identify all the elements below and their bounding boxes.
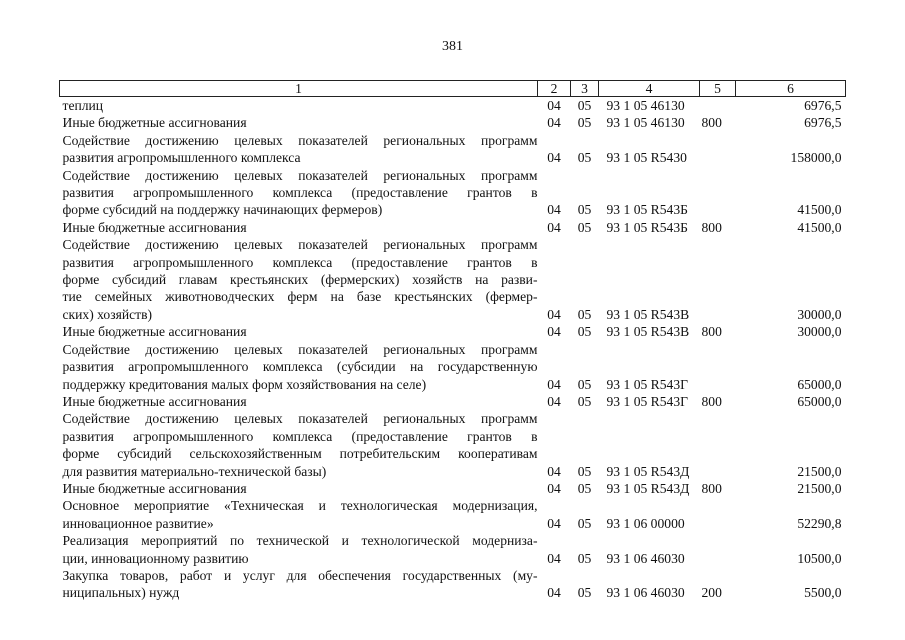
row-target-code: 93 1 06 00000 xyxy=(606,515,685,531)
row-amount: 30000,0 xyxy=(797,324,842,340)
row-section: 04 xyxy=(547,515,561,531)
table-row xyxy=(60,393,846,410)
row-description xyxy=(60,532,538,567)
row-amount: 158000,0 xyxy=(790,150,842,166)
row-subsection: 05 xyxy=(577,150,592,166)
row-description-line: Закупка товаров, работ и услуг для обеспечения государственных (му- xyxy=(62,567,538,583)
row-description-line: ции, инновационному развитию xyxy=(62,550,249,566)
row-amount: 10500,0 xyxy=(797,550,842,566)
row-subsection: 05 xyxy=(577,480,592,496)
row-subsection: 05 xyxy=(577,515,592,531)
row-description-line: Иные бюджетные ассигнования xyxy=(62,115,247,131)
row-expense-type xyxy=(700,410,736,480)
row-target-code: 93 1 05 R543Г xyxy=(606,393,688,409)
row-description-line: развития агропромышленного комплекса (предоставление грантов в xyxy=(62,185,538,201)
row-description-line: Иные бюджетные ассигнования xyxy=(62,219,247,235)
row-section: 04 xyxy=(547,393,561,409)
row-expense-type xyxy=(700,97,736,115)
row-expense-type: 200 xyxy=(701,585,722,601)
row-subsection: 05 xyxy=(577,376,592,392)
row-description-line: инновационное развитие» xyxy=(62,515,214,531)
row-expense-type xyxy=(700,532,736,567)
row-section: 04 xyxy=(547,306,561,322)
row-description-line: Содействие достижению целевых показателей региональных программ xyxy=(62,411,538,427)
row-description-line: развития агропромышленного комплекса xyxy=(62,150,301,166)
row-section: 04 xyxy=(547,463,561,479)
row-description xyxy=(60,236,538,323)
row-expense-type: 800 xyxy=(701,115,722,131)
row-amount: 41500,0 xyxy=(797,202,842,218)
row-expense-type xyxy=(700,167,736,219)
row-section: 04 xyxy=(547,550,561,566)
row-description-line: поддержку кредитования малых форм хозяйствования на селе) xyxy=(62,376,427,392)
column-header-amount: 6 xyxy=(736,81,846,97)
row-amount: 65000,0 xyxy=(797,376,842,392)
table-row xyxy=(60,341,846,393)
row-section: 04 xyxy=(547,150,561,166)
column-header-target-code: 4 xyxy=(599,81,700,97)
row-description-line: развития агропромышленного комплекса (предоставление грантов в xyxy=(62,428,538,444)
row-amount: 5500,0 xyxy=(804,585,842,601)
row-target-code: 93 1 05 R543Г xyxy=(606,376,688,392)
row-section: 04 xyxy=(547,585,561,601)
budget-table xyxy=(59,80,846,602)
row-description xyxy=(60,97,538,115)
table-row xyxy=(60,97,846,115)
row-amount: 6976,5 xyxy=(804,115,842,131)
row-amount: 6976,5 xyxy=(804,98,842,113)
row-subsection: 05 xyxy=(577,463,592,479)
row-description-line: форме субсидий сельскохозяйственным потребительским кооперативам xyxy=(62,446,538,462)
row-subsection: 05 xyxy=(577,550,592,566)
row-target-code: 93 1 05 R543Б xyxy=(606,202,688,218)
row-description xyxy=(60,219,538,236)
row-description-line: ниципальных) нужд xyxy=(62,585,180,601)
row-description-line: развития агропромышленного комплекса (субсидии на государственную xyxy=(62,359,538,375)
row-amount: 52290,8 xyxy=(797,515,842,531)
row-subsection: 05 xyxy=(577,219,592,235)
row-description-line: Содействие достижению целевых показателей региональных программ xyxy=(62,237,538,253)
row-expense-type xyxy=(700,236,736,323)
row-description-line: Реализация мероприятий по технической и технологической модерниза- xyxy=(62,533,538,549)
row-description-line: Содействие достижению целевых показателей региональных программ xyxy=(62,132,538,148)
row-amount: 30000,0 xyxy=(797,306,842,322)
table-row xyxy=(60,532,846,567)
row-amount: 65000,0 xyxy=(797,393,842,409)
row-expense-type xyxy=(700,341,736,393)
row-section: 04 xyxy=(547,480,561,496)
row-expense-type xyxy=(700,132,736,167)
row-description xyxy=(60,567,538,602)
column-header-expense-type: 5 xyxy=(700,81,736,97)
table-row xyxy=(60,410,846,480)
row-target-code: 93 1 05 46130 xyxy=(606,98,685,113)
row-description-line: тие семейных животноводческих ферм на базе крестьянских (фермер- xyxy=(62,289,538,305)
row-description-line: форме субсидий главам крестьянских (фермерских) хозяйств на разви- xyxy=(62,272,538,288)
column-header-section: 2 xyxy=(538,81,571,97)
row-expense-type xyxy=(700,497,736,532)
row-description xyxy=(60,480,538,497)
row-section: 04 xyxy=(547,98,561,113)
row-section: 04 xyxy=(547,324,561,340)
row-description xyxy=(60,497,538,532)
row-description-line: развития агропромышленного комплекса (предоставление грантов в xyxy=(62,254,538,270)
row-description-line: для развития материально-технической базы) xyxy=(62,463,327,479)
table-row xyxy=(60,114,846,131)
row-description xyxy=(60,323,538,340)
table-row xyxy=(60,132,846,167)
row-description-line: теплиц xyxy=(62,98,104,113)
row-amount: 21500,0 xyxy=(797,463,842,479)
row-expense-type: 800 xyxy=(701,480,722,496)
row-description xyxy=(60,114,538,131)
row-section: 04 xyxy=(547,219,561,235)
row-target-code: 93 1 05 R5430 xyxy=(606,150,687,166)
table-row xyxy=(60,480,846,497)
row-description-line: Иные бюджетные ассигнования xyxy=(62,324,247,340)
row-subsection: 05 xyxy=(577,324,592,340)
row-subsection: 05 xyxy=(577,98,592,113)
row-amount: 21500,0 xyxy=(797,480,842,496)
row-target-code: 93 1 05 R543В xyxy=(606,306,690,322)
row-target-code: 93 1 05 R543В xyxy=(606,324,690,340)
row-description-line: Иные бюджетные ассигнования xyxy=(62,480,247,496)
row-target-code: 93 1 06 46030 xyxy=(606,550,685,566)
column-header-subsection: 3 xyxy=(571,81,599,97)
table-row xyxy=(60,323,846,340)
row-description-line: форме субсидий на поддержку начинающих фермеров) xyxy=(62,202,383,218)
row-target-code: 93 1 05 R543Д xyxy=(606,463,690,479)
row-description xyxy=(60,341,538,393)
row-expense-type: 800 xyxy=(701,219,722,235)
row-subsection: 05 xyxy=(577,393,592,409)
row-section: 04 xyxy=(547,115,561,131)
row-section: 04 xyxy=(547,202,561,218)
page-number: 381 xyxy=(442,39,463,54)
row-subsection: 05 xyxy=(577,202,592,218)
column-header-name: 1 xyxy=(60,81,538,97)
row-description xyxy=(60,410,538,480)
table-row xyxy=(60,236,846,323)
row-target-code: 93 1 05 R543Б xyxy=(606,219,688,235)
row-target-code: 93 1 05 R543Д xyxy=(606,480,690,496)
row-description xyxy=(60,167,538,219)
row-description-line: Содействие достижению целевых показателей региональных программ xyxy=(62,341,538,357)
row-target-code: 93 1 05 46130 xyxy=(606,115,685,131)
row-section: 04 xyxy=(547,376,561,392)
row-target-code: 93 1 06 46030 xyxy=(606,585,685,601)
row-subsection: 05 xyxy=(577,306,592,322)
row-subsection: 05 xyxy=(577,585,592,601)
row-description xyxy=(60,132,538,167)
row-description-line: Иные бюджетные ассигнования xyxy=(62,393,247,409)
table-row xyxy=(60,497,846,532)
row-description-line: Основное мероприятие «Техническая и технологическая модернизация, xyxy=(62,498,538,514)
table-header-row xyxy=(60,81,846,97)
table-row xyxy=(60,219,846,236)
row-amount: 41500,0 xyxy=(797,219,842,235)
table-row xyxy=(60,167,846,219)
row-description-line: Содействие достижению целевых показателей региональных программ xyxy=(62,167,538,183)
row-description-line: ских) хозяйств) xyxy=(62,306,153,322)
table-body xyxy=(60,97,846,602)
row-expense-type: 800 xyxy=(701,393,722,409)
table-row xyxy=(60,567,846,602)
row-description xyxy=(60,393,538,410)
row-expense-type: 800 xyxy=(701,324,722,340)
row-subsection: 05 xyxy=(577,115,592,131)
